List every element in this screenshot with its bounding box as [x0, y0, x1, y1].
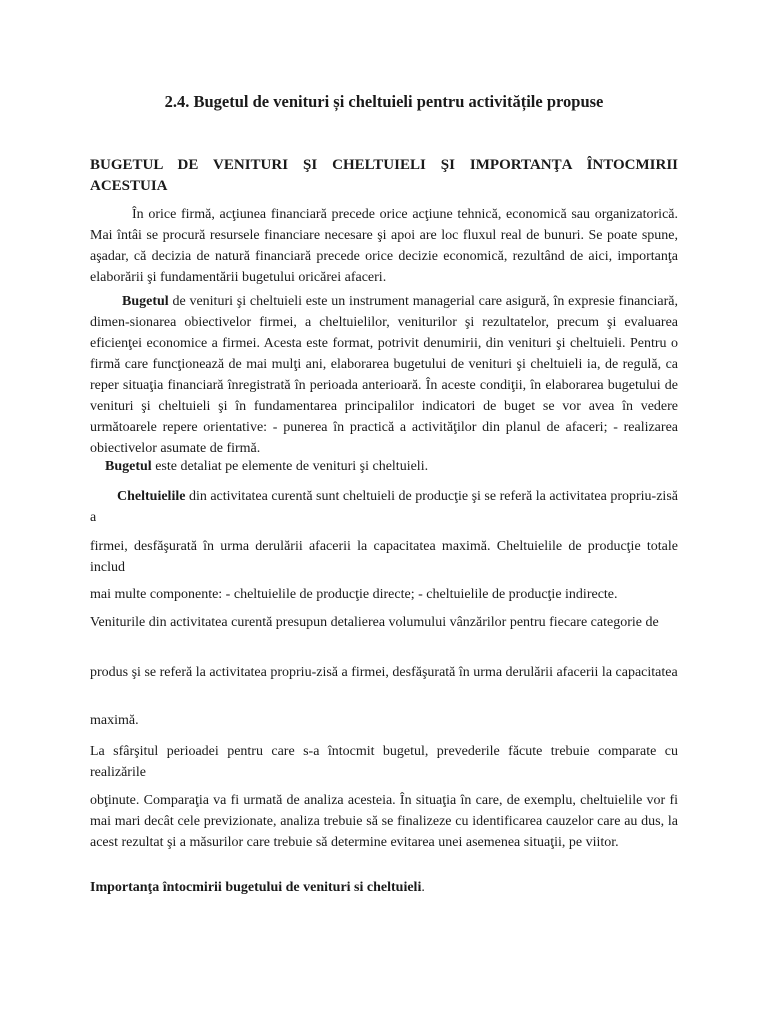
paragraph-period-end: La sfârşitul perioadei pentru care s-a întocmit bugetul, prevederile făcute trebuie comparate cu realizările [90, 744, 678, 780]
paragraph-components: mai multe componente: - cheltuielile de producţie directe; - cheltuielile de producţie indirecte. [90, 587, 618, 602]
paragraph-expenses-cont: firmei, desfăşurată în urma derulării afacerii la capacitatea maximă. Cheltuielile de producţie totale includ [90, 539, 678, 575]
section-heading: BUGETUL DE VENITURI ŞI CHELTUIELI ŞI IMPORTANŢA ÎNTOCMIRII ACESTUIA [90, 157, 678, 194]
paragraph-budget-detail [90, 456, 678, 477]
section-title: 2.4. Bugetul de venituri și cheltuieli pentru activitățile propuse [164, 92, 604, 111]
paragraph-comparison: obţinute. Comparaţia va fi urmată de analiza acesteia. În situaţia în care, de exemplu, cheltuielile vor fi mai mari decât cele previzionate, analiza trebuie să se finalizeze cu identificarea cauzelor care au dus, la acest rezultat şi a măsurilor care trebuie să determine evitarea unei asemenea situaţii, pe viitor. [90, 793, 678, 850]
paragraph-text: este detaliat pe elemente de venituri şi cheltuieli. [151, 459, 429, 474]
paragraph-revenues-cont: produs şi se referă la activitatea propriu-zisă a firmei, desfăşurată în urma derulării afacerii la capacitatea [90, 665, 678, 680]
paragraph-intro: În orice firmă, acţiunea financiară precede orice acţiune tehnică, economică sau organizatorică. Mai întâi se procură resursele financiare necesare şi apoi are loc fluxul real de bunuri. Se poate spune, aşadar, că decizia de natură financiară precede orice decizie economică, rezultând de aici, importanţa elaborării şi fundamentării bugetului oricărei afaceri. [90, 207, 678, 285]
paragraph-maximum: maximă. [90, 713, 139, 728]
paragraph-budget-definition [90, 291, 678, 459]
paragraph-text: din activitatea curentă sunt cheltuieli de producţie şi se referă la activitatea propriu-zisă a [90, 489, 678, 525]
bold-term: Cheltuielile [117, 489, 186, 504]
bold-term: Importanţa întocmirii bugetului de venituri si cheltuieli [90, 880, 422, 895]
paragraph-text: . [421, 880, 425, 895]
bold-term: Bugetul [122, 294, 169, 309]
paragraph-importance [90, 877, 678, 898]
paragraph-expenses [90, 486, 678, 528]
paragraph-revenues: Veniturile din activitatea curentă presupun detalierea volumului vânzărilor pentru fiecare categorie de [90, 615, 659, 630]
bold-term: Bugetul [105, 459, 152, 474]
paragraph-text: de venituri şi cheltuieli este un instrument managerial care asigură, în expresie financiară, dimen-sionarea obiectivelor firmei, a cheltuielilor, veniturilor şi rezultatelor, precum şi evaluarea eficienţei economice a firmei. Acesta este format, potrivit denumirii, din venituri şi cheltuieli. Pentru o firmă care funcţionează de mai mulţi ani, elaborarea bugetului de venituri şi cheltuieli ia, de regulă, ca reper situaţia financiară înregistrată în perioada anterioară. În aceste condiţii, în elaborarea bugetului de venituri şi cheltuieli şi în fundamentarea principalilor indicatori de buget se vor avea în vedere următoarele repere orientative: - punerea în practică a activităţilor din planul de afaceri; - realizarea obiectivelor asumate de firmă. [90, 294, 678, 456]
